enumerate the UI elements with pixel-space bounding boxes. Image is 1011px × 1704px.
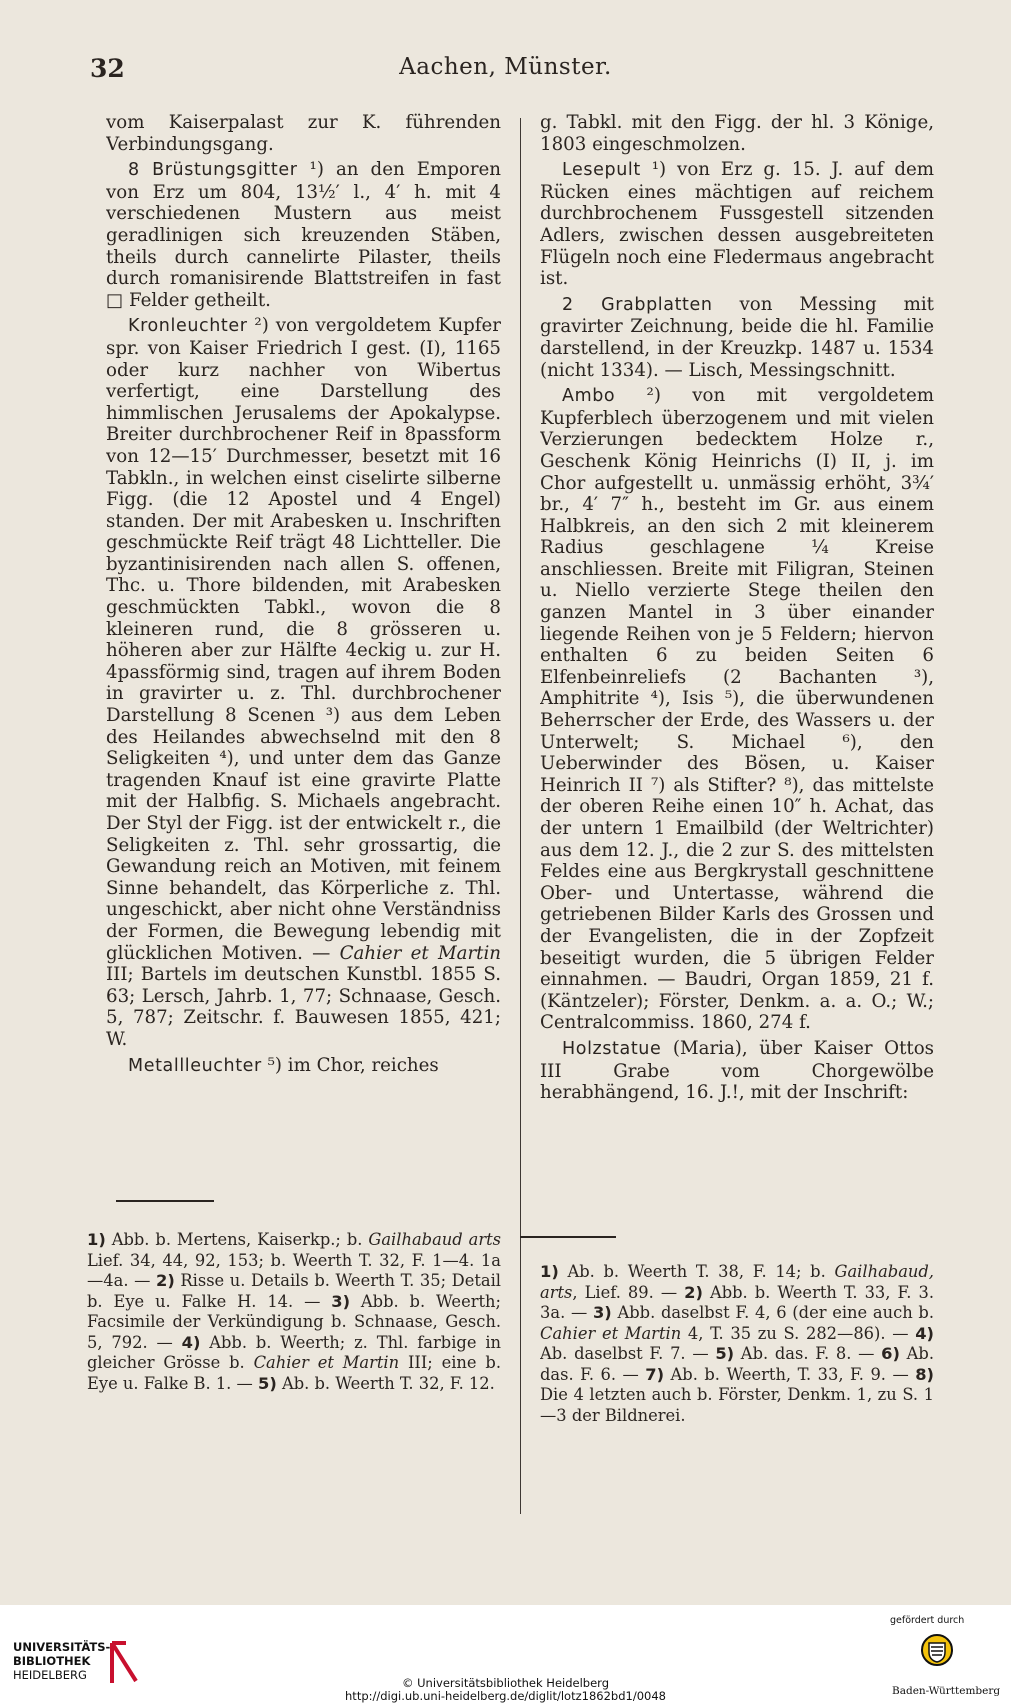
- left-paragraph-4: Metallleuchter ⁵) im Chor, reiches: [128, 1054, 439, 1076]
- page-number: 32: [90, 54, 125, 83]
- left-column: [106, 112, 501, 1192]
- library-logo-text: UNIVERSITÄTS- BIBLIOTHEK HEIDELBERG: [13, 1640, 111, 1682]
- right-paragraph-5: Holzstatue (Maria), über Kaiser Ottos III Grabe vom Chorgewölbe herabhängend, 16. J.!, mit der Inschrift:: [540, 1037, 934, 1104]
- right-column: [540, 112, 934, 1192]
- state-coat-of-arms-icon: [920, 1633, 954, 1667]
- copyright-notice: © Universitätsbibliothek Heidelberg http://digi.ub.uni-heidelberg.de/diglit/lotz1862bd1/0048: [0, 1677, 1011, 1703]
- left-paragraph-3: Kronleuchter ²) von vergoldetem Kupfer spr. von Kaiser Friedrich I gest. (I), 1165 oder kurz nachher von Wibertus verfertigt, eine Darstellung des himmlischen Jerusalems der Apokalypse. Breiter durchbrochener Reif in 8passform von 12—15′ Durchmesser, besetzt mit 16 Tabkln., in welchen einst ciselirte silberne Figg. (die 12 Apostel und 4 Engel) standen. Der mit Arabesken u. Inschriften geschmückte Reif trägt 48 Lichtteller. Die byzantinisirenden nach allen S. offenen, Thc. u. Thore bildenden, mit Arabesken geschmückten Tabkl., wovon die 8 kleineren rund, die 8 grösseren u. höheren aber zur Hälfte 4eckig u. zur H. 4passförmig sind, tragen auf ihrem Boden in gravirter u. z. Thl. durchbrochener Darstellung 8 Scenen ³) aus dem Leben des Heilandes abwechselnd mit den 8 Seligkeiten ⁴), und unter dem das Ganze tragenden Knauf ist eine gravirte Platte mit der Halbfig. S. Michaels angebracht. Der Styl der Figg. ist der entwickelt r., die Seligkeiten z. Thl. sehr grossartig, die Gewandung reich an Motiven, mit feinem Sinne behandelt, das Körperliche z. Thl. ungeschickt, aber nicht ohne Verständniss der Formen, die Bewegung lebendig mit glücklichen Motiven. — Cahier et Martin III; Bartels im deutschen Kunstbl. 1855 S. 63; Lersch, Jahrb. 1, 77; Schnaase, Gesch. 5, 787; Zeitschr. f. Bauwesen 1855, 421; W.: [106, 315, 501, 1050]
- footnotes-right: 1) Ab. b. Weerth T. 38, F. 14; b. Gailhabaud, arts, Lief. 89. — 2) Abb. b. Weerth T. 33, F. 3. 3a. — 3) Abb. daselbst F. 4, 6 (der eine auch b. Cahier et Martin 4, T. 35 zu S. 282—86). — 4) Ab. daselbst F. 7. — 5) Ab. das. F. 8. — 6) Ab. das. F. 6. — 7) Ab. b. Weerth, T. 33, F. 9. — 8) Die 4 letzten auch b. Förster, Denkm. 1, zu S. 1—3 der Bildnerei.: [540, 1262, 934, 1425]
- digitization-footer: [0, 1605, 1011, 1704]
- right-paragraph-3: 2 Grabplatten von Messing mit gravirter Zeichnung, beide die hl. Familie darstellend, in der Kreuzkp. 1487 u. 1534 (nicht 1334). — Lisch, Messingschnitt.: [540, 293, 934, 381]
- right-paragraph-4: Ambo ²) von mit vergoldetem Kupferblech überzogenem und mit vielen Verzierungen bedecktem Holze r., Geschenk König Heinrichs (I) II, j. im Chor aufgestellt u. unmässig erhöht, 3¾′ br., 4′ 7″ h., besteht im Gr. aus einem Halbkreis, an den sich 2 mit kleinerem Radius geschlagene ¼ Kreise anschliessen. Breite mit Filigran, Steinen u. Niello verzierte Stege theilen den ganzen Mantel in 3 über einander liegende Reihen von je 5 Feldern; hiervon enthalten 6 zu beiden Seiten 6 Elfenbeinreliefs (2 Bachanten ³), Amphitrite ⁴), Isis ⁵), die überwundenen Beherrscher der Erde, des Wassers u. der Unterwelt; S. Michael ⁶), den Ueberwinder des Bösen, u. Kaiser Heinrich II ⁷) als Stifter? ⁸), das mittelste der oberen Reihe einen 10″ h. Achat, das der untern 1 Emailbild (der Weltrichter) aus dem 12. J., die 2 zur S. des mittelsten Feldes eine aus Bergkrystall geschnittene Ober- und Untertasse, während die getriebenen Bilder Karls des Grossen und der Evangelisten, die in der Zopfzeit beseitigt wurden, die 5 übrigen Felder einnahmen. — Baudri, Organ 1859, 21 f. (Käntzeler); Förster, Denkm. a. a. O.; W.; Centralcommiss. 1860, 274 f.: [540, 385, 934, 1034]
- state-name: Baden-Württemberg: [892, 1685, 1001, 1697]
- lead-term: Kronleuchter: [128, 316, 248, 337]
- funded-by-label: gefördert durch: [890, 1615, 965, 1626]
- right-paragraph-2: Lesepult ¹) von Erz g. 15. J. auf dem Rücken eines mächtigen auf reichem durchbrochenem Fussgestell sitzenden Adlers, zwischen dessen ausgebreiteten Flügeln noch eine Fledermaus angebracht ist.: [540, 159, 934, 290]
- footnotes-left: 1) Abb. b. Mertens, Kaiserkp.; b. Gailhabaud arts Lief. 34, 44, 92, 153; b. Weerth T. 32, F. 1—4. 1a—4a. — 2) Risse u. Details b. Weerth T. 35; Detail b. Eye u. Falke H. 14. — 3) Abb. b. Weerth; Facsimile der Verkündigung b. Schnaase, Gesch. 5, 792. — 4) Abb. b. Weerth; z. Thl. farbige in gleicher Grösse b. Cahier et Martin III; eine b. Eye u. Falke B. 1. — 5) Ab. b. Weerth T. 32, F. 12.: [87, 1230, 501, 1393]
- permalink[interactable]: http://digi.ub.uni-heidelberg.de/diglit/lotz1862bd1/0048: [345, 1689, 666, 1703]
- lead-term: Lesepult: [562, 160, 641, 181]
- footnote-separator-right: [520, 1236, 616, 1238]
- left-paragraph-2: 8 Brüstungsgitter ¹) an den Emporen von Erz um 804, 13½′ l., 4′ h. mit 4 verschiedenen Mustern aus meist geradlinigen sich kreuzenden Stäben, theils durch cannelirte Pilaster, theils durch romanisirende Blattstreifen in fast □ Felder getheilt.: [106, 159, 501, 311]
- lead-term: 2 Grabplatten: [562, 294, 713, 315]
- left-paragraph-1: vom Kaiserpalast zur K. führenden Verbindungsgang.: [106, 112, 501, 155]
- lead-term: Holzstatue: [562, 1038, 662, 1059]
- right-paragraph-1: g. Tabkl. mit den Figg. der hl. 3 Könige, 1803 eingeschmolzen.: [540, 112, 934, 155]
- running-title: Aachen, Münster.: [399, 54, 612, 80]
- column-divider: [520, 118, 521, 1514]
- lead-term: 8 Brüstungsgitter: [128, 160, 298, 181]
- footnote-separator-left: [116, 1200, 214, 1202]
- lead-term: Ambo: [562, 386, 616, 407]
- lead-term: Metallleuchter: [128, 1055, 262, 1076]
